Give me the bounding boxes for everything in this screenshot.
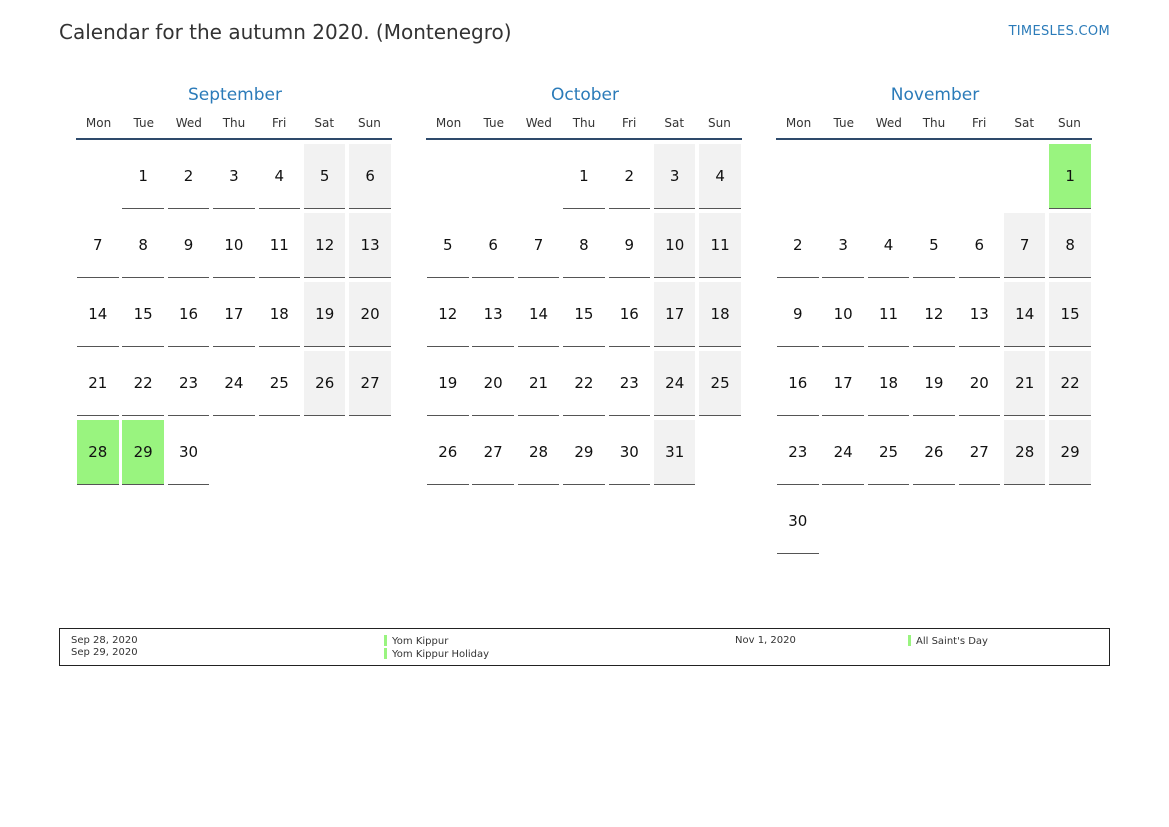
month-name: September xyxy=(188,85,282,105)
day-cell[interactable]: 11 xyxy=(868,282,910,347)
legend-holiday-name: All Saint's Day xyxy=(916,636,988,647)
empty-day-cell xyxy=(472,144,514,209)
day-cell[interactable]: 20 xyxy=(959,351,1001,416)
day-cell[interactable]: 10 xyxy=(213,213,255,278)
weekday-label: Tue xyxy=(133,116,154,130)
day-cell[interactable]: 30 xyxy=(609,420,651,485)
weekday-label: Sun xyxy=(1058,116,1081,130)
day-cell[interactable]: 10 xyxy=(654,213,696,278)
month-calendar-september xyxy=(77,84,393,485)
day-cell[interactable]: 28 xyxy=(518,420,560,485)
weekday-label: Mon xyxy=(435,116,462,130)
day-cell[interactable]: 7 xyxy=(1004,213,1046,278)
day-cell[interactable]: 7 xyxy=(77,213,119,278)
legend-holiday-name: Yom Kippur xyxy=(392,636,449,647)
month-calendar-november xyxy=(777,84,1093,554)
day-cell[interactable]: 9 xyxy=(168,213,210,278)
day-cell[interactable]: 12 xyxy=(427,282,469,347)
day-cell[interactable]: 26 xyxy=(427,420,469,485)
weekday-label: Wed xyxy=(875,116,902,130)
day-cell[interactable]: 24 xyxy=(822,420,864,485)
day-cell[interactable]: 18 xyxy=(699,282,741,347)
day-cell[interactable]: 6 xyxy=(472,213,514,278)
page-title: Calendar for the autumn 2020. (Montenegro) xyxy=(59,20,512,44)
day-cell[interactable]: 3 xyxy=(822,213,864,278)
weekday-label: Tue xyxy=(833,116,854,130)
day-cell[interactable]: 24 xyxy=(213,351,255,416)
day-cell[interactable]: 27 xyxy=(959,420,1001,485)
day-cell[interactable]: 20 xyxy=(349,282,391,347)
legend-names-september xyxy=(384,635,489,661)
weekday-label: Mon xyxy=(85,116,112,130)
weekday-label: Tue xyxy=(483,116,504,130)
legend-dates-november xyxy=(735,635,796,647)
day-cell[interactable]: 29 xyxy=(563,420,605,485)
day-cell[interactable]: 17 xyxy=(213,282,255,347)
day-cell[interactable]: 27 xyxy=(472,420,514,485)
day-cell[interactable]: 17 xyxy=(654,282,696,347)
day-cell[interactable]: 28 xyxy=(1004,420,1046,485)
day-cell[interactable]: 23 xyxy=(777,420,819,485)
day-cell[interactable]: 4 xyxy=(699,144,741,209)
empty-day-cell xyxy=(427,144,469,209)
day-cell[interactable]: 15 xyxy=(1049,282,1091,347)
legend-holiday-name: Yom Kippur Holiday xyxy=(392,649,490,660)
empty-day-cell xyxy=(913,144,955,209)
weekday-label: Wed xyxy=(175,116,202,130)
day-cell[interactable]: 17 xyxy=(822,351,864,416)
day-cell[interactable]: 3 xyxy=(654,144,696,209)
weekday-label: Fri xyxy=(621,116,637,130)
day-cell[interactable]: 8 xyxy=(122,213,164,278)
day-cell[interactable]: 31 xyxy=(654,420,696,485)
day-cell[interactable]: 6 xyxy=(959,213,1001,278)
day-cell[interactable]: 9 xyxy=(777,282,819,347)
day-cell[interactable]: 13 xyxy=(959,282,1001,347)
day-cell[interactable]: 30 xyxy=(777,489,819,554)
weekday-header xyxy=(776,116,1092,140)
day-cell[interactable]: 2 xyxy=(777,213,819,278)
day-cell[interactable]: 16 xyxy=(168,282,210,347)
day-cell[interactable]: 22 xyxy=(122,351,164,416)
weekday-label: Sat xyxy=(314,116,335,130)
day-cell[interactable]: 2 xyxy=(609,144,651,209)
weekday-label: Fri xyxy=(271,116,287,130)
day-cell[interactable]: 6 xyxy=(349,144,391,209)
day-cell[interactable]: 23 xyxy=(168,351,210,416)
day-cell[interactable]: 21 xyxy=(1004,351,1046,416)
day-cell[interactable]: 19 xyxy=(304,282,346,347)
day-cell[interactable]: 26 xyxy=(913,420,955,485)
day-grid xyxy=(427,144,743,485)
empty-day-cell xyxy=(77,144,119,209)
legend-dates-september xyxy=(71,635,138,659)
day-cell[interactable]: 2 xyxy=(168,144,210,209)
day-cell[interactable]: 1 xyxy=(563,144,605,209)
day-cell[interactable]: 21 xyxy=(518,351,560,416)
day-cell[interactable]: 8 xyxy=(563,213,605,278)
legend-date: Sep 28, 2020 xyxy=(71,635,138,646)
holiday-day-cell[interactable]: 29 xyxy=(122,420,164,485)
day-cell[interactable]: 24 xyxy=(654,351,696,416)
weekday-label: Thu xyxy=(222,116,246,130)
day-cell[interactable]: 14 xyxy=(1004,282,1046,347)
weekday-header xyxy=(426,116,742,140)
weekday-label: Wed xyxy=(525,116,552,130)
day-cell[interactable]: 4 xyxy=(259,144,301,209)
holiday-day-cell[interactable]: 1 xyxy=(1049,144,1091,209)
weekday-label: Sun xyxy=(358,116,381,130)
day-cell[interactable]: 25 xyxy=(259,351,301,416)
legend-entry xyxy=(384,648,489,661)
day-cell[interactable]: 12 xyxy=(913,282,955,347)
day-cell[interactable]: 13 xyxy=(472,282,514,347)
month-name: October xyxy=(550,85,620,105)
day-cell[interactable]: 30 xyxy=(168,420,210,485)
day-cell[interactable]: 22 xyxy=(563,351,605,416)
day-cell[interactable]: 3 xyxy=(213,144,255,209)
day-cell[interactable]: 19 xyxy=(427,351,469,416)
day-cell[interactable]: 27 xyxy=(349,351,391,416)
day-cell[interactable]: 18 xyxy=(868,351,910,416)
month-name: November xyxy=(890,85,980,105)
holiday-color-marker xyxy=(384,648,387,659)
legend-entry xyxy=(908,635,988,648)
holiday-color-marker xyxy=(384,635,387,646)
empty-day-cell xyxy=(959,144,1001,209)
day-cell[interactable]: 8 xyxy=(1049,213,1091,278)
day-cell[interactable]: 5 xyxy=(913,213,955,278)
holiday-color-marker xyxy=(908,635,911,646)
empty-day-cell xyxy=(777,144,819,209)
day-cell[interactable]: 9 xyxy=(609,213,651,278)
day-cell[interactable]: 26 xyxy=(304,351,346,416)
legend-names-november xyxy=(908,635,988,648)
weekday-label: Fri xyxy=(971,116,987,130)
day-cell[interactable]: 14 xyxy=(518,282,560,347)
day-cell[interactable]: 20 xyxy=(472,351,514,416)
weekday-label: Sat xyxy=(1014,116,1035,130)
day-cell[interactable]: 13 xyxy=(349,213,391,278)
holiday-day-cell[interactable]: 28 xyxy=(77,420,119,485)
weekday-label: Sun xyxy=(708,116,731,130)
day-cell[interactable]: 19 xyxy=(913,351,955,416)
empty-day-cell xyxy=(868,144,910,209)
day-cell[interactable]: 15 xyxy=(122,282,164,347)
day-cell[interactable]: 7 xyxy=(518,213,560,278)
day-cell[interactable]: 14 xyxy=(77,282,119,347)
weekday-label: Sat xyxy=(664,116,685,130)
day-cell[interactable]: 1 xyxy=(122,144,164,209)
day-grid xyxy=(777,144,1093,554)
day-cell[interactable]: 18 xyxy=(259,282,301,347)
day-cell[interactable]: 11 xyxy=(259,213,301,278)
empty-day-cell xyxy=(518,144,560,209)
day-cell[interactable]: 12 xyxy=(304,213,346,278)
day-cell[interactable]: 16 xyxy=(609,282,651,347)
day-cell[interactable]: 10 xyxy=(822,282,864,347)
legend-entry xyxy=(384,635,489,648)
day-cell[interactable]: 4 xyxy=(868,213,910,278)
empty-day-cell xyxy=(822,144,864,209)
day-cell[interactable]: 29 xyxy=(1049,420,1091,485)
weekday-label: Mon xyxy=(785,116,812,130)
day-cell[interactable]: 15 xyxy=(563,282,605,347)
day-cell[interactable]: 5 xyxy=(427,213,469,278)
day-cell[interactable]: 21 xyxy=(77,351,119,416)
legend-date: Sep 29, 2020 xyxy=(71,647,138,658)
weekday-label: Thu xyxy=(922,116,946,130)
month-calendar-october xyxy=(427,84,743,485)
day-cell[interactable]: 16 xyxy=(777,351,819,416)
day-grid xyxy=(77,144,393,485)
weekday-header xyxy=(76,116,392,140)
weekday-label: Thu xyxy=(572,116,596,130)
day-cell[interactable]: 22 xyxy=(1049,351,1091,416)
day-cell[interactable]: 25 xyxy=(868,420,910,485)
day-cell[interactable]: 23 xyxy=(609,351,651,416)
day-cell[interactable]: 11 xyxy=(699,213,741,278)
legend-date: Nov 1, 2020 xyxy=(735,635,796,646)
holiday-legend xyxy=(59,628,1110,666)
day-cell[interactable]: 25 xyxy=(699,351,741,416)
empty-day-cell xyxy=(1004,144,1046,209)
day-cell[interactable]: 5 xyxy=(304,144,346,209)
site-link[interactable]: TIMESLES.COM xyxy=(1008,24,1110,39)
